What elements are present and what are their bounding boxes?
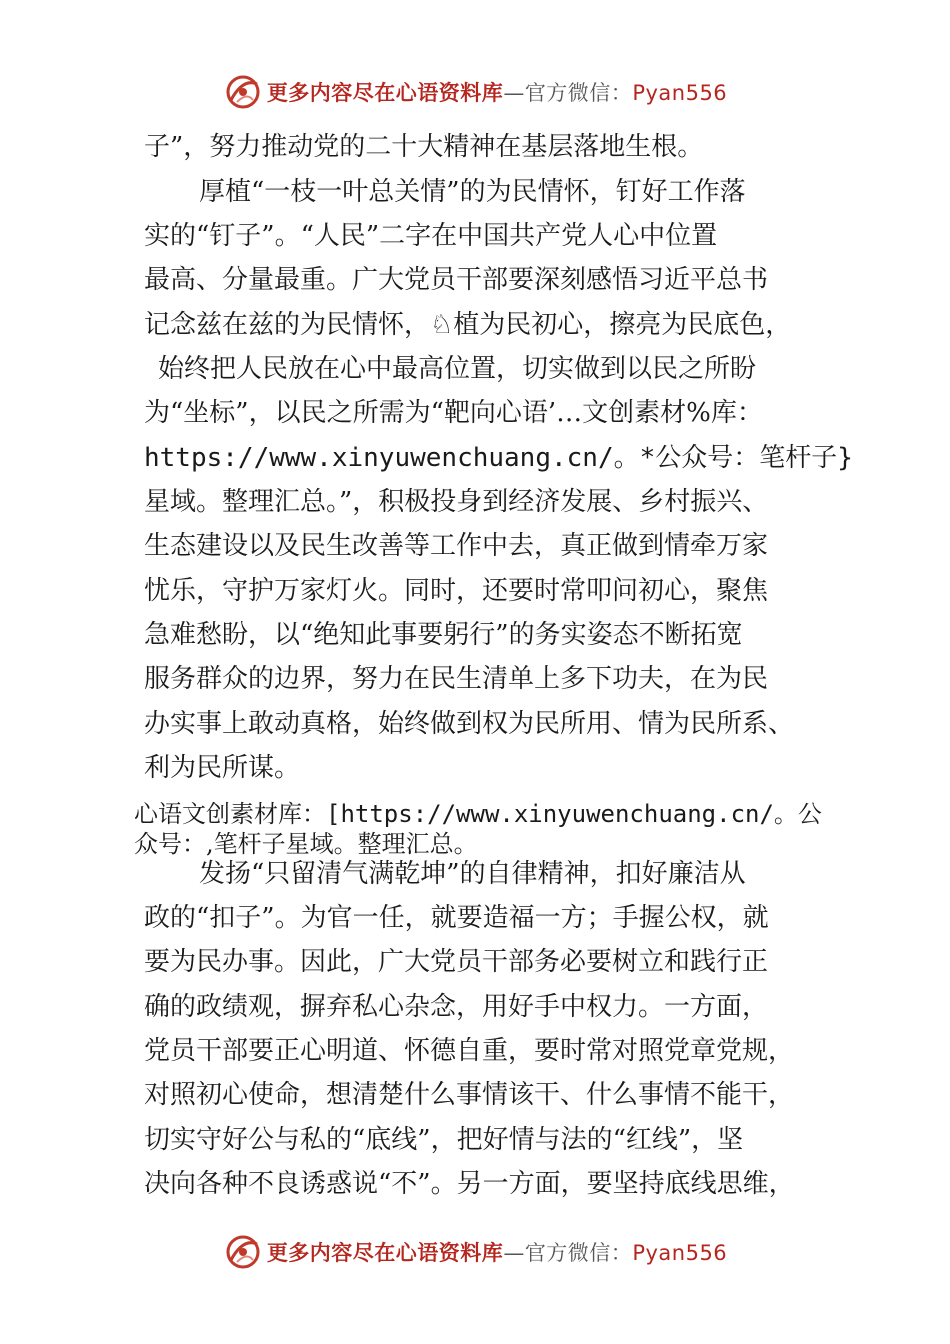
logo-icon: [223, 72, 263, 112]
text-line: 始终把人民放在心中最高位置，切实做到以民之所盼: [158, 354, 757, 384]
text-line: 厚植“一枝一叶总关情”的为民情怀，钉好工作落: [199, 177, 746, 207]
text-line: 党员干部要正心明道、怀德自重，要时常对照党章党规，: [144, 1036, 795, 1066]
text-line: 星域。整理汇总。”，积极投身到经济发展、乡村振兴、: [144, 487, 769, 517]
text-line: https://www.xinyuwenchuang.cn/。*公众号：笔杆子}: [144, 443, 853, 473]
text-line: 切实守好公与私的“底线”，把好情与法的“红线”，坚: [144, 1125, 744, 1155]
header-watermark-banner: [0, 70, 950, 114]
logo-icon: [223, 1232, 263, 1272]
banner-text: 更多内容尽在心语资料库—官方微信：Pyan556: [266, 81, 728, 105]
text-line: 决向各种不良诱惑说“不”。另一方面，要坚持底线思维，: [144, 1169, 795, 1199]
text-line: 子”，努力推动党的二十大精神在基层落地生根。: [144, 132, 704, 162]
text-line: 实的“钉子”。“人民”二字在中国共产党人心中位置: [144, 221, 718, 251]
text-line: 忧乐，守护万家灯火。同时，还要时常叩问初心，聚焦: [144, 576, 769, 606]
text-line: 急难愁盼，以“绝知此事要躬行”的务实姿态不断拓宽: [144, 620, 743, 650]
text-line: 众号：,笔杆子星域。整理汇总。: [134, 830, 478, 858]
text-line: 政的“扣子”。为官一任，就要造福一方；手握公权，就: [144, 903, 769, 933]
text-line: 为“坐标”，以民之所需为“靶向心语’…文创素材%库：: [144, 398, 763, 428]
text-line: 生态建设以及民生改善等工作中去，真正做到情牵万家: [144, 531, 769, 561]
text-line: 要为民办事。因此，广大党员干部务必要树立和践行正: [144, 947, 769, 977]
banner-text: 更多内容尽在心语资料库—官方微信：Pyan556: [266, 1241, 728, 1265]
text-line: 办实事上敢动真格，始终做到权为民所用、情为民所系、: [144, 709, 795, 739]
text-line: 记念兹在兹的为民情怀，♘植为民初心，擦亮为民底色，: [144, 310, 792, 340]
text-line: 对照初心使命，想清楚什么事情该干、什么事情不能干，: [144, 1080, 795, 1110]
text-line: 确的政绩观，摒弃私心杂念，用好手中权力。一方面，: [144, 992, 769, 1022]
text-line: 最高、分量最重。广大党员干部要深刻感悟习近平总书: [144, 265, 769, 295]
text-line: 发扬“只留清气满乾坤”的自律精神，扣好廉洁从: [199, 859, 746, 889]
text-line: 服务群众的边界，努力在民生清单上多下功夫，在为民: [144, 664, 769, 694]
text-line: 利为民所谋。: [144, 753, 301, 783]
footer-watermark-banner: [0, 1230, 950, 1274]
text-line: 心语文创素材库：[https://www.xinyuwenchuang.cn/。公: [134, 800, 822, 828]
